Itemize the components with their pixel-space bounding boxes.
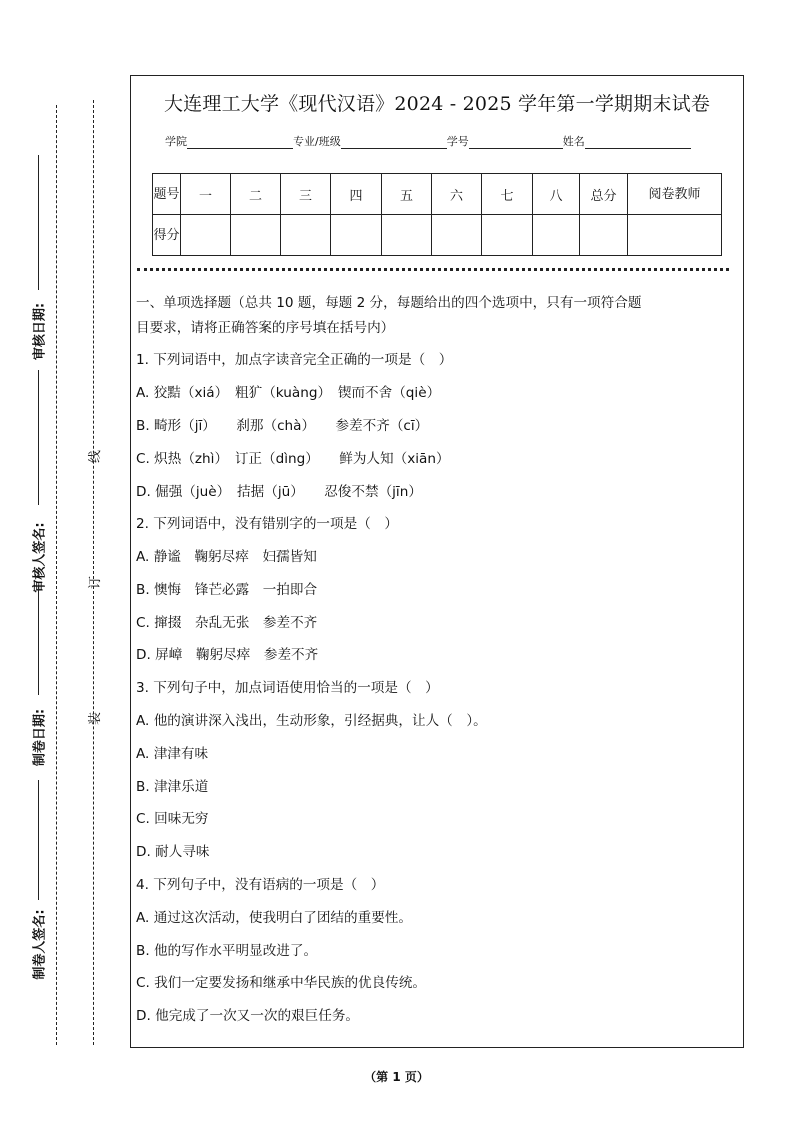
question-1-option-a: A. 狡黠（xiá） 粗犷（kuàng） 锲而不舍（qiè） [136,385,441,401]
exam-frame [130,75,744,1048]
question-1-option-d: D. 倔强（juè） 拮据（jū） 忍俊不禁（jīn） [136,484,422,500]
question-number-header: 题号 [153,174,181,215]
exam-title: 大连理工大学《现代汉语》2024 - 2025 学年第一学期期末试卷 [163,93,711,115]
binding-dashed-line-outer [56,105,57,1045]
score-col-2: 二 [231,174,281,215]
score-cell-total [580,215,628,256]
score-cell-7 [482,215,533,256]
question-4-option-d: D. 他完成了一次又一次的艰巨任务。 [136,1008,360,1024]
name-label: 姓名 [562,135,585,148]
review-date-field [38,155,39,290]
score-cell-5 [382,215,432,256]
page-number: （第 1 页） [364,1070,429,1084]
score-cell-grader [628,215,722,256]
reviewer-signature-field [38,370,39,505]
question-3-option-a: A. 津津有味 [136,746,209,762]
score-col-4: 四 [331,174,382,215]
score-row-header: 得分 [153,215,181,256]
question-2-option-a: A. 静谧 鞠躬尽瘁 妇孺皆知 [136,549,317,565]
section-divider [137,268,729,271]
score-table [152,173,722,256]
question-4-stem: 4. 下列句子中，没有语病的一项是（ ） [136,877,385,893]
score-col-7: 七 [482,174,533,215]
binding-margin [0,0,128,1122]
question-1-option-b: B. 畸形（jī） 刹那（chà） 参差不齐（cī） [136,418,429,434]
question-4-option-c: C. 我们一定要发扬和继承中华民族的优良传统。 [136,975,427,991]
question-2-stem: 2. 下列词语中，没有错别字的一项是（ ） [136,516,398,532]
question-3-option-b: B. 津津乐道 [136,779,209,795]
score-cell-8 [533,215,580,256]
question-2-option-d: D. 屏嶂 鞠躬尽瘁 参差不齐 [136,647,319,663]
section-heading-line1: 一、单项选择题（总共 10 题，每题 2 分，每题给出的四个选项中，只有一项符合题 [136,295,642,311]
section-heading-line2: 目要求，请将正确答案的序号填在括号内） [136,320,395,336]
question-3-stem: 3. 下列句子中，加点词语使用恰当的一项是（ ） [136,680,439,696]
score-col-grader: 阅卷教师 [628,174,722,215]
score-col-5: 五 [382,174,432,215]
student-id-field[interactable] [469,136,563,149]
binding-mark-line: 线 [88,449,104,464]
question-3-sentence: A. 他的演讲深入浅出，生动形象，引经据典，让人（ ）。 [136,713,487,729]
compile-date-label: 制卷日期: [32,708,48,767]
question-2-option-c: C. 撺掇 杂乱无张 参差不齐 [136,615,318,631]
question-3-option-d: D. 耐人寻味 [136,844,210,860]
compiler-signature-field [38,780,39,900]
score-col-1: 一 [181,174,231,215]
college-label: 学院 [165,135,187,148]
review-date-label: 审核日期: [32,302,48,361]
question-2-option-b: B. 懊悔 锋芒必露 一拍即合 [136,582,318,598]
question-1-stem: 1. 下列词语中，加点字读音完全正确的一项是（ ） [136,352,453,368]
binding-mark-bind: 装 [88,711,104,726]
question-4-option-b: B. 他的写作水平明显改进了。 [136,943,318,959]
question-4-option-a: A. 通过这次活动，使我明白了团结的重要性。 [136,910,412,926]
major-class-field[interactable] [341,136,447,149]
compile-date-field [38,585,39,695]
score-col-3: 三 [281,174,331,215]
score-cell-1 [181,215,231,256]
binding-dashed-line-inner [93,100,94,1045]
college-field[interactable] [187,136,293,149]
score-col-6: 六 [432,174,482,215]
score-cell-3 [281,215,331,256]
major-class-label: 专业/班级 [293,135,341,148]
score-col-total: 总分 [580,174,628,215]
question-3-option-c: C. 回味无穷 [136,811,209,827]
student-id-label: 学号 [446,135,469,148]
student-info-row [165,133,691,149]
score-cell-6 [432,215,482,256]
score-cell-4 [331,215,382,256]
score-cell-2 [231,215,281,256]
reviewer-signature-label: 审核人签名: [32,522,48,593]
question-1-option-c: C. 炽热（zhì） 订正（dìng） 鲜为人知（xiān） [136,451,450,467]
compiler-signature-label: 制卷人签名: [32,909,48,980]
name-field[interactable] [585,136,691,149]
score-col-8: 八 [533,174,580,215]
binding-mark-staple: 订 [88,575,104,590]
